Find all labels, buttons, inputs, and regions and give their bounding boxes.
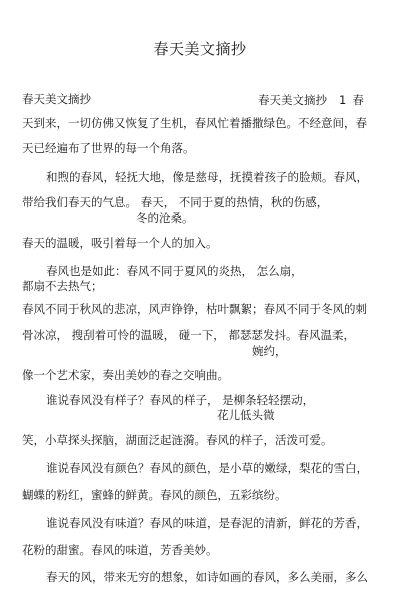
text-line: 春风不同于秋风的悲凉，风声铮铮，枯叶飘絮；春风不同于冬风的刺	[22, 302, 367, 316]
page-title: 春天美文摘抄	[153, 40, 247, 58]
text-line: 和煦的春风，轻抚大地，像是慈母，抚摸着孩子的脸颊。春风，	[46, 170, 368, 184]
text-line: 笑，小草探头探脑，湖面泛起涟漪。春风的样子，活泼可爱。	[22, 433, 333, 447]
text-line: 冬的沧桑。	[136, 211, 194, 225]
text-line: 都扇不去热气；	[22, 279, 103, 293]
text-line: 谁说春风没有样子？春风的样子， 是柳条轻轻摆动，	[46, 393, 315, 407]
header-right-title: 春天美文摘抄	[258, 93, 327, 107]
text-line: 花儿低头微	[217, 408, 275, 422]
header-right	[258, 92, 364, 108]
text-line: 春天的温暖，吸引着每一个人的加入。	[22, 236, 218, 250]
text-line: 谁说春风没有颜色？春风的颜色，是小草的嫩绿，梨花的雪白，	[46, 461, 368, 475]
text-line: 婉约，	[252, 344, 287, 358]
text-line: 像一个艺术家，奏出美妙的春之交响曲。	[22, 368, 229, 382]
header-right-char: 春	[352, 93, 364, 107]
text-line: 谁说春风没有味道？春风的味道，是春泥的清新，鲜花的芳香，	[46, 516, 368, 530]
text-line: 骨冰凉， 搜刮着可怜的温暖， 碰一下， 都瑟瑟发抖。春风温柔，	[22, 328, 355, 342]
text-line: 花粉的甜蜜。春风的味道，芳香美妙。	[22, 543, 218, 557]
text-line: 蝴蝶的粉红，蜜蜂的鲜黄。春风的颜色，五彩缤纷。	[22, 488, 287, 502]
text-line: 带给我们春天的气息。 春天， 不同于夏的热情，秋的伤感，	[22, 195, 329, 209]
text-line: 天已经遍布了世界的每一个角落。	[22, 141, 195, 155]
text-line: 天到来，一切仿佛又恢复了生机，春风忙着播撒绿色。不经意间，春	[22, 116, 367, 130]
header-left: 春天美文摘抄	[22, 92, 91, 106]
text-line: 春天的风，带来无穷的想象，如诗如画的春风，多么美丽，多么	[46, 570, 368, 584]
text-line: 春风也是如此：春风不同于夏风的炎热， 怎么扇，	[46, 264, 303, 278]
page-number: 1	[339, 93, 347, 107]
